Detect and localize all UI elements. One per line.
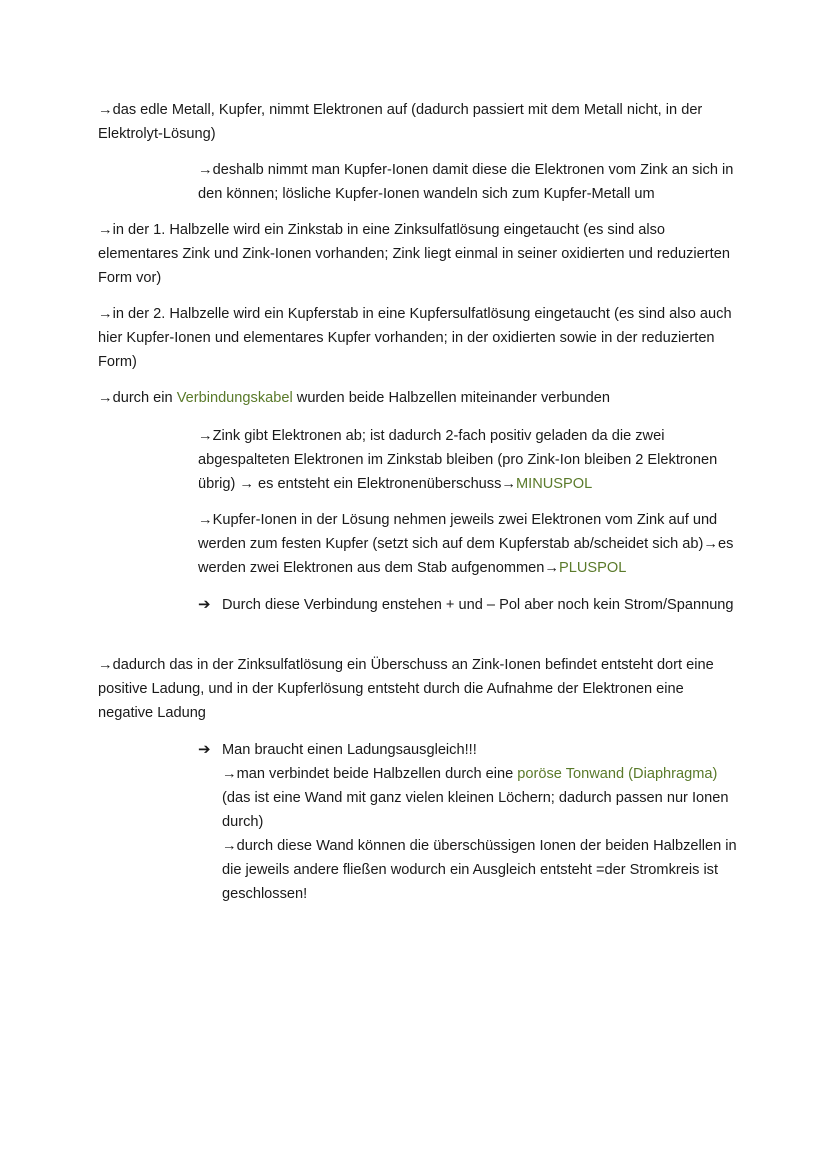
paragraph-text: wurden beide Halbzellen miteinander verbunden [292,390,610,406]
bullet-charge-balance [198,738,738,906]
paragraph-text: →deshalb nimmt man Kupfer-Ionen damit diese die Elektronen vom Zink an sich in den können; lösliche Kupfer-Ionen wandeln sich zum Kupfer-Metall um [198,162,734,202]
bullet-text-block [222,738,738,906]
paragraph-text: →in der 2. Halbzelle wird ein Kupferstab in eine Kupfersulfatlösung eingetaucht (es sind also auch hier Kupfer-Ionen und elementares Kupfer vorhanden; in der oxidierten sowie in der reduzierten Form) [98,306,732,370]
paragraph-half-cell-1 [98,218,738,290]
paragraph-noble-metal [98,98,738,146]
highlight-term: PLUSPOL [559,560,627,576]
paragraph-plus-pole [198,508,738,580]
bullet-line: Man braucht einen Ladungsausgleich!!! [222,742,477,758]
bullet-text: Durch diese Verbindung enstehen + und – Pol aber noch kein Strom/Spannung [222,597,734,613]
paragraph-text: →Zink gibt Elektronen ab; ist dadurch 2-fach positiv geladen da die zwei abgespalteten Elektronen im Zinkstab bleiben (pro Zink-Ion bleiben 2 Elektronen übrig) → es entsteht ein Elektronenüberschuss→ [198,428,718,492]
paragraph-charge-imbalance [98,653,738,725]
bullet-line-text: →man verbindet beide Halbzellen durch eine [222,766,518,782]
paragraph-half-cell-2 [98,302,738,374]
bullet-line: →durch diese Wand können die überschüssigen Ionen der beiden Halbzellen in die jeweils andere fließen wodurch ein Ausgleich entsteht =der Stromkreis ist geschlossen! [222,838,737,902]
paragraph-text: →Kupfer-Ionen in der Lösung nehmen jeweils zwei Elektronen vom Zink auf und werden zum festen Kupfer (setzt sich auf dem Kupferstab ab/scheidet sich ab)→es werden zwei Elektronen aus dem Stab aufgenommen→ [198,512,734,576]
arrow-bullet-icon: ➔ [198,741,211,758]
bullet-line-diaphragm [222,762,738,834]
paragraph-text: →das edle Metall, Kupfer, nimmt Elektronen auf (dadurch passiert mit dem Metall nicht, in der Elektrolyt-Lösung) [98,102,703,142]
paragraph-minus-pole [198,424,738,496]
highlight-term: poröse Tonwand (Diaphragma) [517,766,718,782]
bullet-line-text: (das ist eine Wand mit ganz vielen kleinen Löchern; dadurch passen nur Ionen durch) [222,790,729,830]
paragraph-connection-cable [98,386,738,410]
highlight-term: Verbindungskabel [176,390,293,406]
arrow-bullet-icon: ➔ [198,596,211,613]
highlight-term: MINUSPOL [515,476,593,492]
paragraph-text: →in der 1. Halbzelle wird ein Zinkstab in eine Zinksulfatlösung eingetaucht (es sind also elementares Zink und Zink-Ionen vorhanden; Zink liegt einmal in seiner oxidierten und reduzierten Form vor) [98,222,730,286]
paragraph-copper-ions [198,158,738,206]
paragraph-text: →dadurch das in der Zinksulfatlösung ein Überschuss an Zink-Ionen befindet entsteht dort eine positive Ladung, und in der Kupferlösung entsteht durch die Aufnahme der Elektronen eine negative Ladung [98,657,714,721]
paragraph-text: →durch ein [98,390,177,406]
bullet-no-current [198,593,738,617]
